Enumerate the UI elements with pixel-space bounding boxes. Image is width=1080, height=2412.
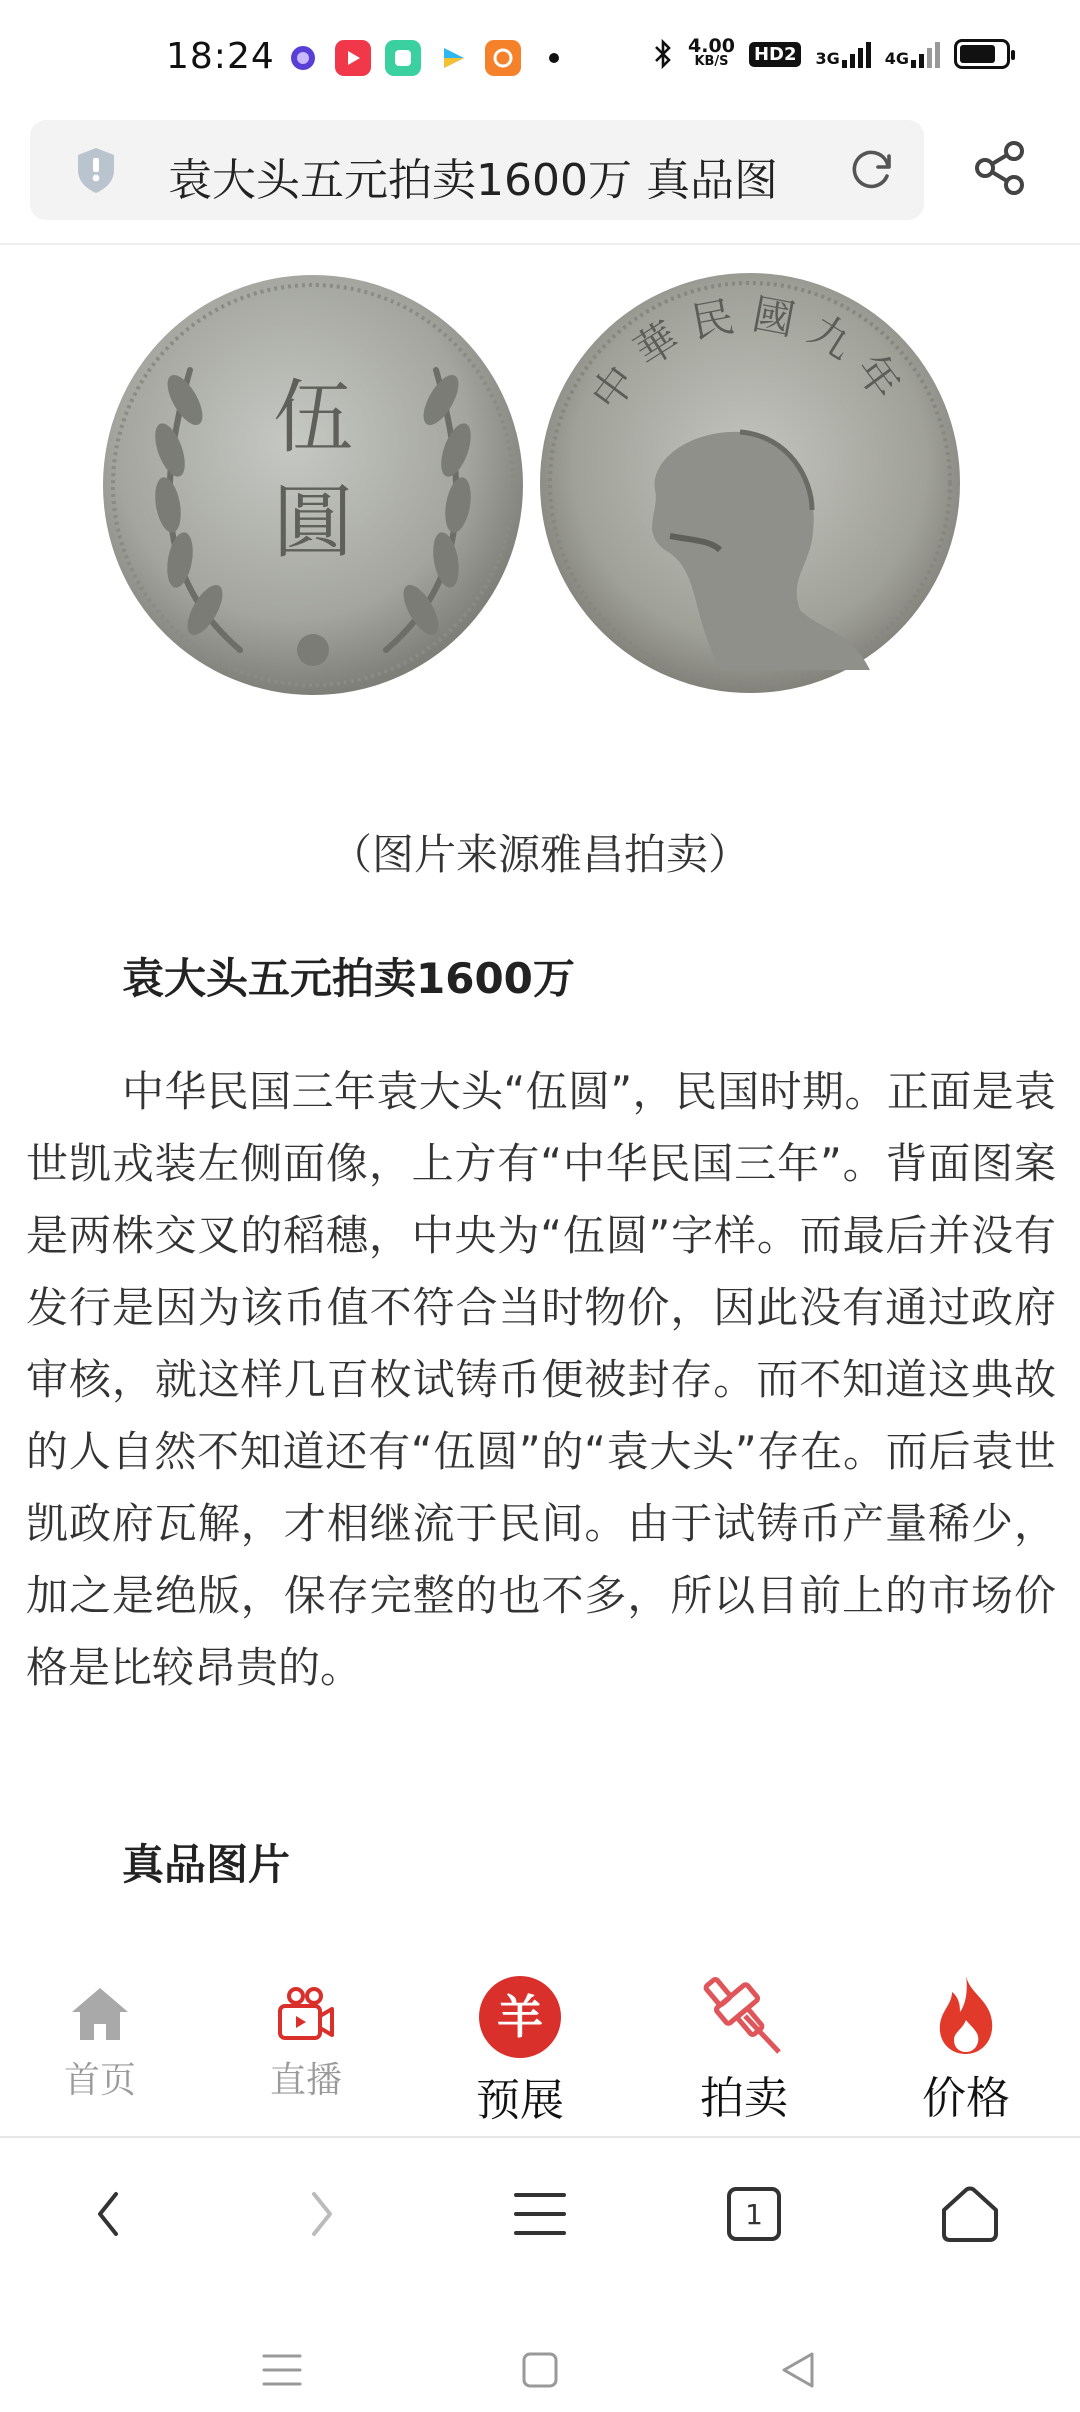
flame-icon: [930, 1974, 1002, 2056]
system-home-button[interactable]: [510, 2340, 570, 2400]
tab-count-icon: [727, 2187, 781, 2241]
notification-icons: [285, 40, 559, 76]
home-button[interactable]: [930, 2174, 1010, 2254]
nav-item-preview[interactable]: [420, 1960, 620, 2128]
forward-button[interactable]: [282, 2174, 362, 2254]
live-camera-icon: [274, 1984, 338, 2044]
status-indicators: [652, 35, 1010, 70]
article-paragraph: 中华民国三年袁大头“伍圆”，民国时期。正面是袁世凯戎装左侧面像，上方有“中华民国三年”。背面图案是两株交叉的稻穗，中央为“伍圆”字样。而最后并没有发行是因为该币值不符合当时物价，因此没有通过政府审核，就这样几百枚试铸币便被封存。而不知道这典故的人自然不知道还有“伍圆”的“袁大头”存在。而后袁世凯政府瓦解，才相继流于民间。由于试铸币产量稀少，加之是绝版，保存完整的也不多，所以目前上的市场价格是比较昂贵的。: [26, 1067, 1056, 1692]
home-outline-icon: [938, 2184, 1002, 2244]
more-notifications-dot: [549, 53, 559, 63]
tab-count: 1: [745, 2197, 763, 2231]
nav-label-live: 直播: [269, 2060, 342, 2101]
share-icon[interactable]: [970, 138, 1030, 198]
video-app-icon: [335, 40, 371, 76]
nav-label-price: 价格: [922, 2073, 1010, 2124]
shield-icon[interactable]: [70, 144, 122, 196]
preview-badge-glyph: 羊: [497, 1990, 543, 2044]
hd-voice-badge: HD2: [749, 42, 802, 67]
speed-unit: KB/S: [694, 54, 729, 69]
chevron-right-icon: [302, 2184, 342, 2244]
recents-icon: [262, 2352, 302, 2388]
tabs-button[interactable]: [714, 2174, 794, 2254]
uc-browser-icon: [485, 40, 521, 76]
recent-apps-button[interactable]: [252, 2340, 312, 2400]
coin-reverse-char-2: 圓: [273, 476, 353, 569]
battery-icon: [954, 39, 1010, 69]
speed-value: 4.00: [688, 35, 735, 57]
browser-toolbar: [0, 2138, 1080, 2282]
page-title[interactable]: 袁大头五元拍卖1600万 真品图: [168, 155, 778, 206]
menu-icon: [512, 2189, 568, 2239]
home-icon: [68, 1984, 132, 2044]
app-notification-icon: [285, 40, 321, 76]
gavel-icon: [699, 1974, 789, 2056]
nav-item-auction[interactable]: [644, 1960, 844, 2126]
address-divider: [0, 243, 1080, 245]
signal-3g: [815, 40, 870, 68]
play-app-icon: [435, 40, 471, 76]
back-button[interactable]: [68, 2174, 148, 2254]
yuan-badge-icon: [479, 1976, 561, 2058]
net-type-3g: 3G: [815, 49, 840, 68]
signal-4g: [885, 40, 940, 68]
section-heading-auction: 袁大头五元拍卖1600万: [122, 954, 575, 1003]
coin-obverse-legend: 中華民國九年: [581, 289, 919, 420]
coin-reverse: [103, 275, 523, 695]
status-bar: [0, 0, 1080, 120]
nav-item-home[interactable]: [0, 1960, 200, 2103]
status-time: 18:24: [166, 36, 275, 77]
chevron-left-icon: [88, 2184, 128, 2244]
image-caption: （图片来源雅昌拍卖）: [329, 830, 750, 879]
nav-item-live[interactable]: [206, 1960, 406, 2103]
network-speed: [688, 35, 735, 70]
nav-label-auction: 拍卖: [700, 2073, 788, 2124]
address-bar[interactable]: [30, 120, 924, 220]
coin-reverse-char-1: 伍: [273, 371, 353, 464]
coin-image: [0, 250, 1080, 750]
nav-item-price[interactable]: [866, 1960, 1066, 2126]
system-nav-bar: [0, 2300, 1080, 2412]
battery-level: [960, 45, 995, 63]
nav-label-home: 首页: [63, 2060, 136, 2101]
system-back-button[interactable]: [768, 2340, 828, 2400]
signal-bars-icon: [842, 40, 871, 68]
coin-obverse: [540, 273, 960, 693]
net-type-4g: 4G: [884, 49, 909, 68]
reload-icon[interactable]: [846, 144, 898, 196]
triangle-back-icon: [778, 2350, 818, 2390]
section-heading-photos: 真品图片: [122, 1840, 291, 1889]
message-app-icon: [385, 40, 421, 76]
signal-bars-icon: [911, 40, 940, 68]
site-bottom-nav: [0, 1960, 1080, 2136]
square-icon: [520, 2350, 560, 2390]
menu-button[interactable]: [500, 2174, 580, 2254]
bluetooth-icon: [652, 38, 674, 70]
nav-label-preview: 预展: [476, 2075, 564, 2126]
